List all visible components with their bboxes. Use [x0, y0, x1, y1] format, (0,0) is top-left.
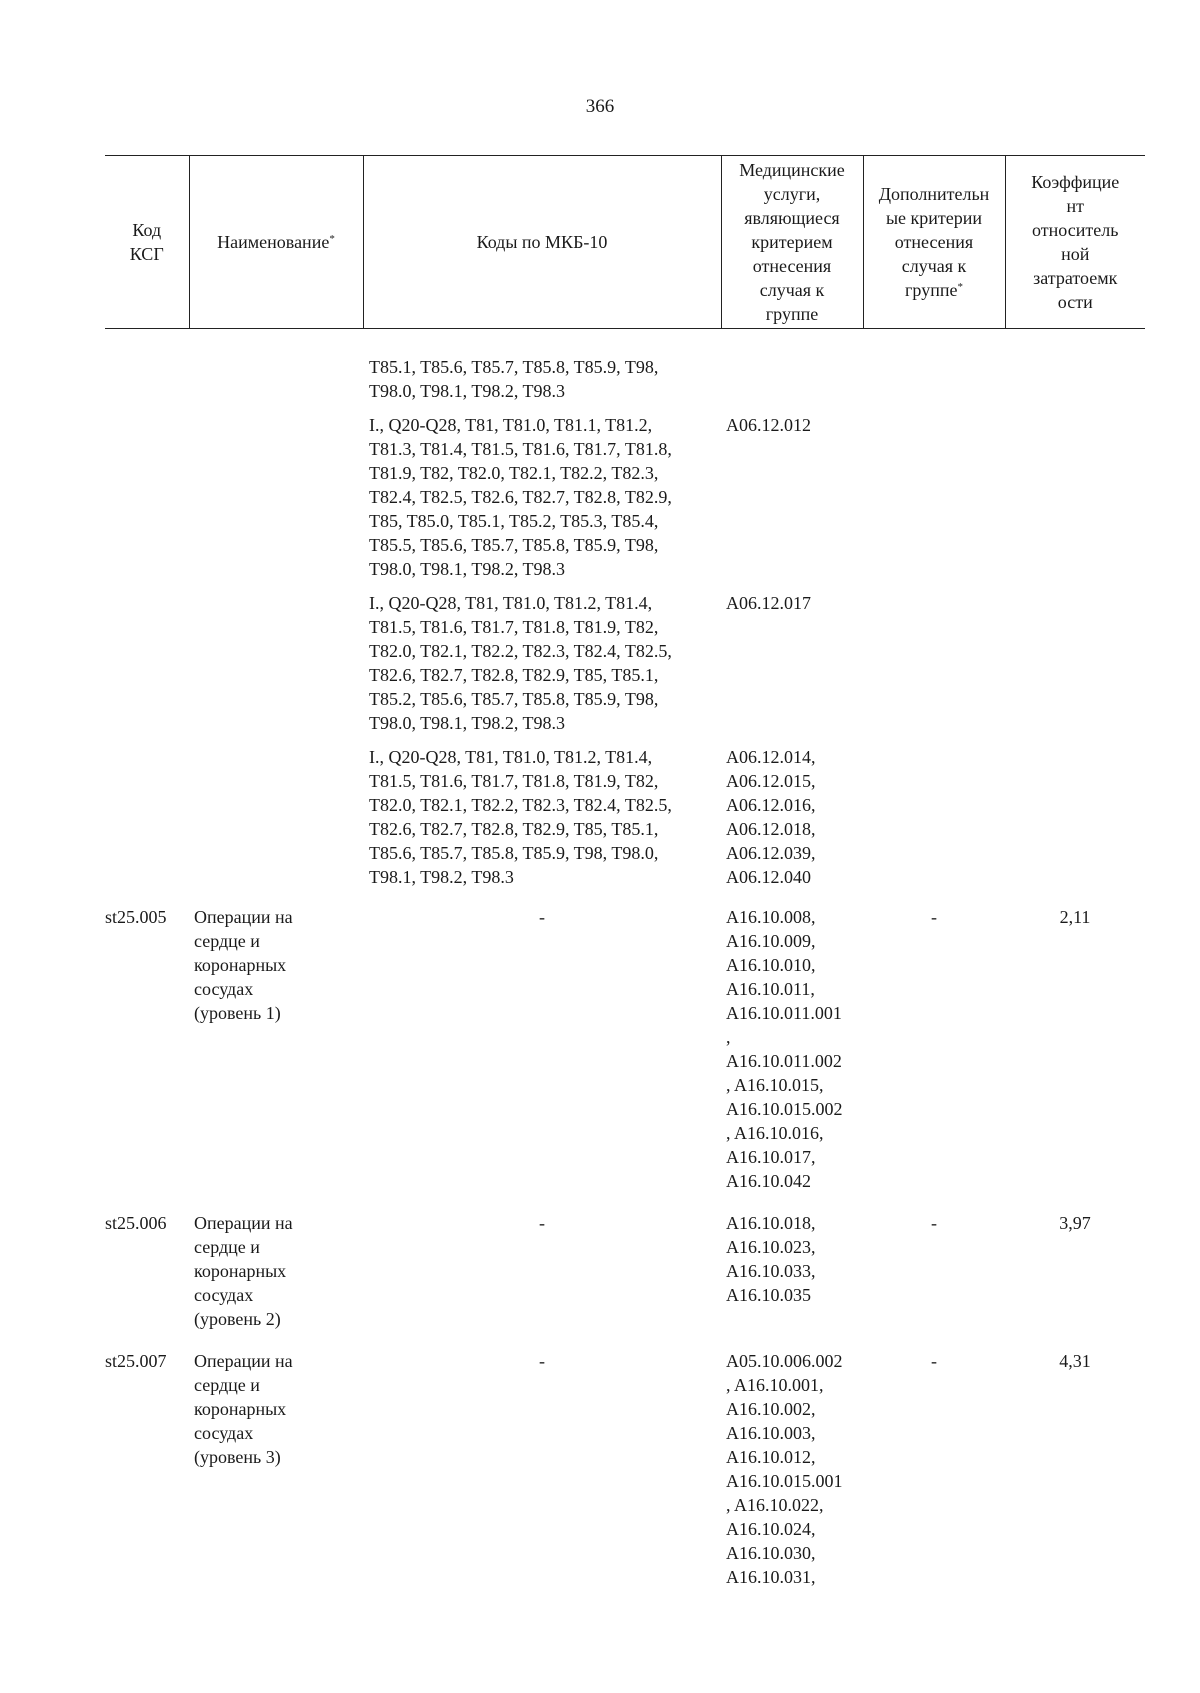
service-code: A16.10.033, [726, 1261, 816, 1281]
cell-mkb: - [539, 907, 545, 927]
header-line: Дополнительн [878, 184, 990, 204]
cell-code: st25.007 [105, 1351, 167, 1371]
table-row [105, 591, 1145, 745]
service-code: , [726, 1027, 731, 1047]
header-line: отнесения [894, 232, 974, 252]
cell-services [721, 413, 863, 591]
service-code: A06.12.039, [726, 843, 816, 863]
header-line: случая к [759, 280, 825, 300]
cell-name [189, 745, 363, 899]
mkb-line: T85.2, T85.6, T85.7, T85.8, T85.9, T98, [369, 689, 659, 709]
service-code: A16.10.042 [726, 1171, 811, 1191]
header-coef [1005, 156, 1145, 329]
cell-code [105, 413, 189, 591]
service-code: A16.10.009, [726, 931, 816, 951]
page-number: 366 [585, 96, 615, 117]
service-code: A16.10.003, [726, 1423, 816, 1443]
cell-additional: - [931, 907, 937, 927]
service-code: A16.10.018, [726, 1213, 816, 1233]
cell-name [189, 1205, 363, 1343]
name-line: (уровень 1) [194, 1003, 281, 1023]
name-line: сердце и [194, 1375, 260, 1395]
service-code: , A16.10.022, [726, 1495, 824, 1515]
service-code: A16.10.011, [726, 979, 815, 999]
name-line: сердце и [194, 931, 260, 951]
header-line: случая к [901, 256, 967, 276]
mkb-line: T98.0, T98.1, T98.2, T98.3 [369, 381, 566, 401]
service-code: , A16.10.001, [726, 1375, 824, 1395]
header-line: группе* [905, 280, 963, 300]
mkb-line: T98.0, T98.1, T98.2, T98.3 [369, 713, 566, 733]
header-line: отнесения [752, 256, 832, 276]
ksg-table [105, 155, 1145, 1601]
header-line: относитель [1032, 220, 1119, 240]
service-code: A16.10.015.002 [726, 1099, 843, 1119]
service-code: A06.12.016, [726, 795, 816, 815]
name-line: сердце и [194, 1237, 260, 1257]
service-code: A16.10.015.001 [726, 1471, 843, 1491]
cell-coef: 2,11 [1059, 907, 1091, 927]
header-line: являющиеся [744, 208, 840, 228]
mkb-line: T82.6, T82.7, T82.8, T82.9, T85, T85.1, [369, 819, 659, 839]
mkb-line: T85.5, T85.6, T85.7, T85.8, T85.9, T98, [369, 535, 659, 555]
table-row [105, 413, 1145, 591]
service-code: A16.10.031, [726, 1567, 816, 1587]
header-line: услуги, [763, 184, 821, 204]
cell-mkb [363, 745, 721, 899]
service-code: A16.10.011.002 [726, 1051, 842, 1071]
name-line: коронарных [194, 1261, 287, 1281]
header-additional [863, 156, 1005, 329]
cell-name [189, 329, 363, 414]
service-code: A16.10.002, [726, 1399, 816, 1419]
cell-mkb [363, 591, 721, 745]
table-row [105, 745, 1145, 899]
service-code: A06.12.012 [726, 415, 811, 435]
cell-code: st25.006 [105, 1213, 167, 1233]
service-code: A06.12.018, [726, 819, 816, 839]
mkb-line: T81.5, T81.6, T81.7, T81.8, T81.9, T82, [369, 771, 659, 791]
header-line: критерием [751, 232, 833, 252]
name-line: коронарных [194, 955, 287, 975]
cell-name [189, 591, 363, 745]
cell-code [105, 745, 189, 899]
header-name: Наименование* [189, 156, 363, 329]
header-line: затратоемк [1033, 268, 1118, 288]
service-code: A16.10.030, [726, 1543, 816, 1563]
name-line: Операции на [194, 907, 293, 927]
service-code: A05.10.006.002 [726, 1351, 843, 1371]
name-line: коронарных [194, 1399, 287, 1419]
service-code: A16.10.024, [726, 1519, 816, 1539]
cell-services [721, 899, 863, 1205]
cell-services [721, 591, 863, 745]
service-code: A16.10.012, [726, 1447, 816, 1467]
cell-name [189, 413, 363, 591]
cell-coef [1005, 745, 1145, 899]
service-code: A16.10.017, [726, 1147, 816, 1167]
mkb-line: T81.9, T82, T82.0, T82.1, T82.2, T82.3, [369, 463, 659, 483]
mkb-line: I., Q20-Q28, T81, T81.0, T81.1, T81.2, [369, 415, 653, 435]
name-line: Операции на [194, 1351, 293, 1371]
mkb-line: T82.0, T82.1, T82.2, T82.3, T82.4, T82.5, [369, 795, 672, 815]
name-line: Операции на [194, 1213, 293, 1233]
name-line: (уровень 3) [194, 1447, 281, 1467]
name-line: (уровень 2) [194, 1309, 281, 1329]
cell-mkb: - [539, 1213, 545, 1233]
cell-mkb [363, 329, 721, 414]
cell-code: st25.005 [105, 907, 167, 927]
header-line: ости [1057, 292, 1093, 312]
table-header [105, 156, 1145, 329]
table-row [105, 899, 1145, 1205]
service-code: A16.10.035 [726, 1285, 811, 1305]
cell-additional [863, 413, 1005, 591]
header-mkb: Коды по МКБ-10 [363, 156, 721, 329]
cell-name [189, 899, 363, 1205]
cell-additional: - [931, 1351, 937, 1371]
cell-coef [1005, 591, 1145, 745]
mkb-line: T81.3, T81.4, T81.5, T81.6, T81.7, T81.8, [369, 439, 672, 459]
header-code: Код КСГ [105, 156, 189, 329]
service-code: A16.10.010, [726, 955, 816, 975]
mkb-line: T85.6, T85.7, T85.8, T85.9, T98, T98.0, [369, 843, 659, 863]
mkb-line: I., Q20-Q28, T81, T81.0, T81.2, T81.4, [369, 593, 653, 613]
cell-name [189, 1343, 363, 1601]
header-line: Коэффицие [1031, 172, 1120, 192]
header-line: группе [765, 304, 819, 324]
cell-coef [1005, 329, 1145, 414]
header-services [721, 156, 863, 329]
cell-services [721, 1205, 863, 1343]
service-code: , A16.10.016, [726, 1123, 824, 1143]
mkb-line: T85, T85.0, T85.1, T85.2, T85.3, T85.4, [369, 511, 659, 531]
mkb-line: T82.4, T82.5, T82.6, T82.7, T82.8, T82.9, [369, 487, 672, 507]
cell-additional [863, 329, 1005, 414]
header-line: Медицинские [739, 160, 845, 180]
mkb-line: T82.0, T82.1, T82.2, T82.3, T82.4, T82.5, [369, 641, 672, 661]
service-code: A06.12.017 [726, 593, 811, 613]
table-row [105, 329, 1145, 414]
service-code: A06.12.015, [726, 771, 816, 791]
mkb-line: T81.5, T81.6, T81.7, T81.8, T81.9, T82, [369, 617, 659, 637]
table-row [105, 1205, 1145, 1343]
mkb-line: T85.1, T85.6, T85.7, T85.8, T85.9, T98, [369, 357, 659, 377]
cell-coef [1005, 413, 1145, 591]
name-line: сосудах [194, 1285, 254, 1305]
service-code: A06.12.040 [726, 867, 811, 887]
name-line: сосудах [194, 979, 254, 999]
cell-code [105, 591, 189, 745]
cell-services [721, 745, 863, 899]
cell-code [105, 329, 189, 414]
cell-mkb: - [539, 1351, 545, 1371]
cell-services [721, 329, 863, 414]
header-line: нт [1066, 196, 1084, 216]
cell-coef: 3,97 [1059, 1213, 1091, 1233]
service-code: A06.12.014, [726, 747, 816, 767]
service-code: A16.10.011.001 [726, 1003, 842, 1023]
cell-additional: - [931, 1213, 937, 1233]
cell-coef: 4,31 [1059, 1351, 1091, 1371]
table-body [105, 329, 1145, 1602]
mkb-line: I., Q20-Q28, T81, T81.0, T81.2, T81.4, [369, 747, 653, 767]
service-code: A16.10.023, [726, 1237, 816, 1257]
service-code: A16.10.008, [726, 907, 816, 927]
cell-additional [863, 745, 1005, 899]
service-code: , A16.10.015, [726, 1075, 824, 1095]
name-line: сосудах [194, 1423, 254, 1443]
mkb-line: T98.1, T98.2, T98.3 [369, 867, 514, 887]
header-line: ной [1061, 244, 1090, 264]
mkb-line: T98.0, T98.1, T98.2, T98.3 [369, 559, 566, 579]
cell-mkb [363, 413, 721, 591]
table-row [105, 1343, 1145, 1601]
cell-services [721, 1343, 863, 1601]
mkb-line: T82.6, T82.7, T82.8, T82.9, T85, T85.1, [369, 665, 659, 685]
cell-additional [863, 591, 1005, 745]
header-line: ые критерии [885, 208, 983, 228]
